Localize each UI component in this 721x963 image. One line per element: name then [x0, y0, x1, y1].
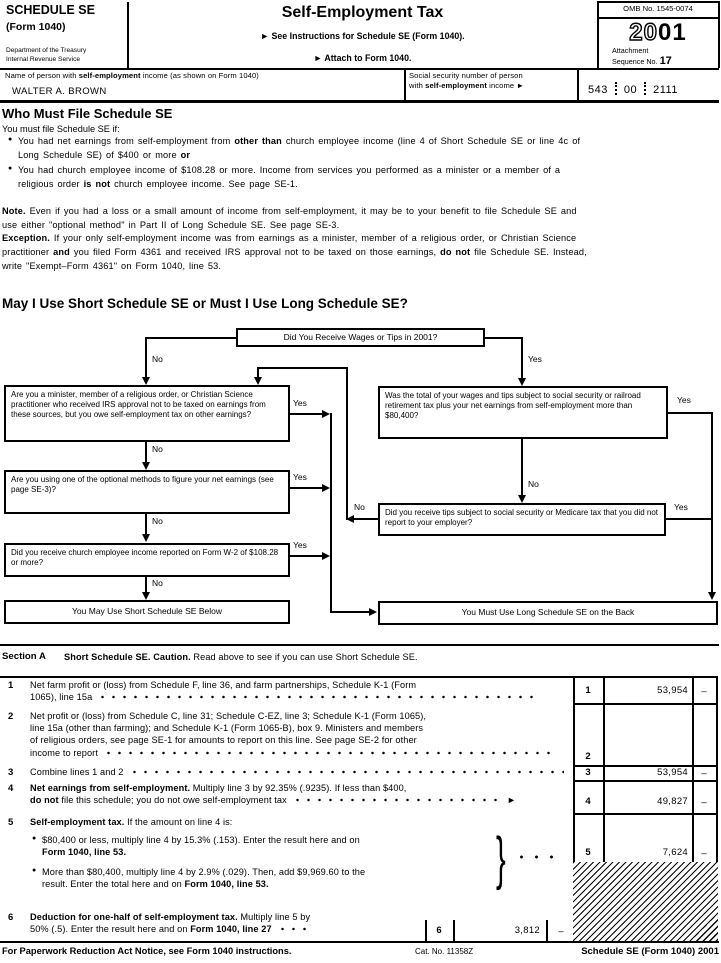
who-bullet-1: You had net earnings from self-employment from other than church employee income (line 4 of Short Schedule SE or line 4c of Long Schedule SE) of $400 or more or	[18, 136, 581, 160]
attachment-label: Attachment	[612, 46, 649, 55]
connector-line	[288, 487, 322, 489]
arrow-head	[346, 515, 354, 523]
arrow-head	[369, 608, 377, 616]
line-6-number: 6	[8, 912, 14, 923]
connector-line	[145, 442, 147, 463]
bullet-icon: ●	[8, 165, 13, 172]
row-3-number: 3	[585, 767, 591, 778]
arrow-head	[142, 377, 150, 385]
table-border	[573, 780, 718, 782]
ssn-separator	[644, 82, 646, 95]
sequence-number: 17	[659, 55, 672, 67]
sequence-label: Sequence No. 17	[612, 55, 672, 67]
line-6-box-number: 6	[436, 925, 442, 936]
row-1-number: 1	[585, 685, 591, 696]
line-2-number: 2	[8, 711, 14, 722]
schedule-label: SCHEDULE SE	[6, 3, 95, 17]
connector-line	[668, 412, 713, 414]
connector-line	[521, 337, 523, 379]
connector-line	[145, 337, 147, 378]
arrow-head	[142, 592, 150, 600]
line-1-text: Net farm profit or (loss) from Schedule F, line 36, and farm partnerships, Schedule K-1 (Form 1065), line 15a	[30, 679, 570, 703]
connector-line	[346, 367, 348, 519]
line-3-number: 3	[8, 767, 14, 778]
divider	[0, 644, 719, 646]
divider	[404, 68, 406, 100]
connector-line	[330, 413, 332, 613]
yes-label: Yes	[293, 398, 307, 408]
connector-line	[145, 577, 147, 593]
section-a-label: Section A	[2, 651, 46, 662]
line-5-bullet-1: $80,400 or less, multiply line 4 by 15.3% (.153). Enter the result here and on Form 1040, line 53.	[42, 835, 360, 858]
flowchart-box-minister: Are you a minister, member of a religious order, or Christian Science practitioner who received IRS approval not to be taxed on earnings from these sources, but you owe self-employment tax on other earnings?	[4, 385, 290, 442]
table-border	[0, 941, 719, 943]
line-3-text: Combine lines 1 and 2	[30, 766, 570, 778]
brace-glyph: }	[496, 826, 506, 891]
yes-label: Yes	[677, 395, 691, 405]
line-6-amount: 3,812	[514, 925, 540, 936]
row-2-number: 2	[585, 751, 591, 762]
yes-label: Yes	[293, 540, 307, 550]
connector-line	[666, 518, 713, 520]
arrow-head	[322, 484, 330, 492]
divider	[597, 17, 719, 19]
no-label: No	[528, 479, 539, 489]
arrow-head	[322, 410, 330, 418]
yes-label: Yes	[293, 472, 307, 482]
connector-line	[145, 337, 236, 339]
line-6-cents: –	[558, 926, 564, 937]
line-4-text: Net earnings from self-employment. Multiply line 3 by 92.35% (.9235). If less than $400, do not file this schedule; you do not owe self-employment tax ►	[30, 783, 517, 806]
connector-line	[521, 439, 523, 496]
line-2-text: Net profit or (loss) from Schedule C, line 31; Schedule C-EZ, line 3; Schedule K-1 (Form 1065), line 15a (other than farming); and Schedule K-1 (Form 1065-B), box 9. Ministers and members of religious orders, see page SE-1 for amounts to report on this line. See page SE-2 for other income to report	[30, 710, 570, 759]
table-border	[546, 920, 548, 941]
leader-dots	[514, 855, 558, 859]
ssn-label: Social security number of person with self-employment income ►	[409, 71, 525, 90]
line-5-text: Self-employment tax. If the amount on line 4 is:	[30, 817, 233, 827]
bullet-icon: ●	[32, 835, 37, 842]
omb-number: OMB No. 1545-0074	[623, 4, 693, 13]
name-label: Name of person with self-employment income (as shown on Form 1040)	[5, 71, 259, 80]
ssn-value: 543 00 2111	[588, 84, 678, 96]
line-1-cents: –	[701, 686, 707, 697]
table-border	[573, 703, 718, 705]
arrow-head	[708, 592, 716, 600]
divider	[577, 68, 579, 100]
flowchart	[0, 325, 721, 641]
yes-label: Yes	[674, 502, 688, 512]
arrow-head	[142, 462, 150, 470]
catalog-number: Cat. No. 11358Z	[415, 947, 474, 956]
connector-line	[145, 514, 147, 535]
tax-year: 2001	[629, 19, 687, 46]
divider	[597, 1, 719, 3]
who-bullet-2: You had church employee income of $108.28 or more. Income from services you performed as a minister or a member of a religious order is not church employee income. See page SE-1.	[18, 165, 561, 189]
flowchart-box-wages-over-80400: Was the total of your wages and tips subject to social security or railroad retirement tax plus your net earnings from self-employment more than $80,400?	[378, 386, 668, 439]
line-5-bullet-2: More than $80,400, multiply line 4 by 2.9% (.029). Then, add $9,969.60 to the result. Enter the total here and on Form 1040, line 53.	[42, 867, 366, 890]
treasury-label: Department of the Treasury	[6, 47, 87, 54]
section-a-heading: Short Schedule SE. Caution. Read above to see if you can use Short Schedule SE.	[64, 652, 418, 662]
no-label: No	[152, 516, 163, 526]
no-label: No	[152, 354, 163, 364]
yes-label: Yes	[528, 354, 542, 364]
arrow-head	[322, 552, 330, 560]
table-border	[453, 920, 455, 941]
connector-line	[330, 611, 370, 613]
flowchart-box-optional-methods: Are you using one of the optional methods to figure your net earnings (see page SE-3)?	[4, 470, 290, 514]
arrow-head	[518, 495, 526, 503]
line-4-cents: –	[701, 797, 707, 808]
divider	[127, 2, 129, 68]
arrow-head	[518, 378, 526, 386]
shaded-area	[573, 862, 718, 942]
attach-note: ► Attach to Form 1040.	[313, 53, 412, 63]
flowchart-box-unreported-tips: Did you receive tips subject to social security or Medicare tax that you did not report to your employer?	[378, 503, 666, 536]
divider	[718, 1, 720, 68]
flowchart-box-long-schedule: You Must Use Long Schedule SE on the Back	[378, 601, 718, 625]
line-6-text: Deduction for one-half of self-employment tax. Multiply line 5 by 50% (.5). Enter the result here and on Form 1040, line 27	[30, 912, 311, 935]
line-5-number: 5	[8, 817, 14, 828]
row-4-number: 4	[585, 796, 591, 807]
line-4-number: 4	[8, 783, 14, 794]
may-i-use-heading: May I Use Short Schedule SE or Must I Use Long Schedule SE?	[2, 296, 408, 311]
no-label: No	[354, 502, 365, 512]
connector-line	[485, 337, 521, 339]
paperwork-notice: For Paperwork Reduction Act Notice, see Form 1040 instructions.	[2, 946, 292, 956]
line-3-amount: 53,954	[657, 767, 688, 778]
bullet-icon: ●	[8, 136, 13, 143]
arrow-head	[142, 534, 150, 542]
who-exception: Exception. If your only self-employment income was from earnings as a minister, member of a religious order, or Christian Science practitioner and you filed Form 4361 and received IRS approval not to be taxed on those earnings, do not file Schedule SE. Instead, write "Exempt–Form 4361" on Form 1040, line 53.	[2, 233, 587, 271]
divider	[0, 100, 719, 103]
form-title: Self-Employment Tax	[281, 4, 444, 21]
form-id-footer: Schedule SE (Form 1040) 2001	[581, 946, 719, 957]
flowchart-box-short-schedule: You May Use Short Schedule SE Below	[4, 600, 290, 624]
divider	[597, 1, 599, 68]
line-3-cents: –	[701, 768, 707, 779]
name-value: WALTER A. BROWN	[12, 86, 107, 97]
connector-line	[257, 367, 348, 369]
irs-label: Internal Revenue Service	[6, 56, 81, 63]
form-number: (Form 1040)	[6, 21, 66, 33]
no-label: No	[152, 578, 163, 588]
connector-line	[288, 555, 322, 557]
ssn-separator	[615, 82, 617, 95]
no-label: No	[152, 444, 163, 454]
section-a	[0, 644, 721, 944]
table-border	[573, 813, 718, 815]
flowchart-box-wages-tips: Did You Receive Wages or Tips in 2001?	[236, 328, 485, 347]
table-border	[0, 676, 718, 678]
connector-line	[711, 412, 713, 593]
bullet-icon: ●	[32, 867, 37, 874]
who-heading: Who Must File Schedule SE	[2, 106, 173, 121]
connector-line	[288, 413, 322, 415]
see-instructions-note: ► See Instructions for Schedule SE (Form 1040).	[260, 31, 465, 41]
line-5-amount: 7,624	[662, 847, 688, 858]
flowchart-box-church-income: Did you receive church employee income reported on Form W-2 of $108.28 or more?	[4, 543, 290, 577]
who-note: Note. Even if you had a loss or a small amount of income from self-employment, it may be to your benefit to file Schedule SE and use either "optional method" in Part II of Long Schedule SE. See page SE-3.	[2, 206, 577, 230]
divider	[0, 68, 719, 70]
who-intro: You must file Schedule SE if:	[2, 124, 120, 134]
line-1-number: 1	[8, 680, 14, 691]
line-4-amount: 49,827	[657, 796, 688, 807]
row-5-number: 5	[585, 847, 591, 858]
line-1-amount: 53,954	[657, 685, 688, 696]
arrow-head	[254, 377, 262, 385]
line-5-cents: –	[701, 848, 707, 859]
